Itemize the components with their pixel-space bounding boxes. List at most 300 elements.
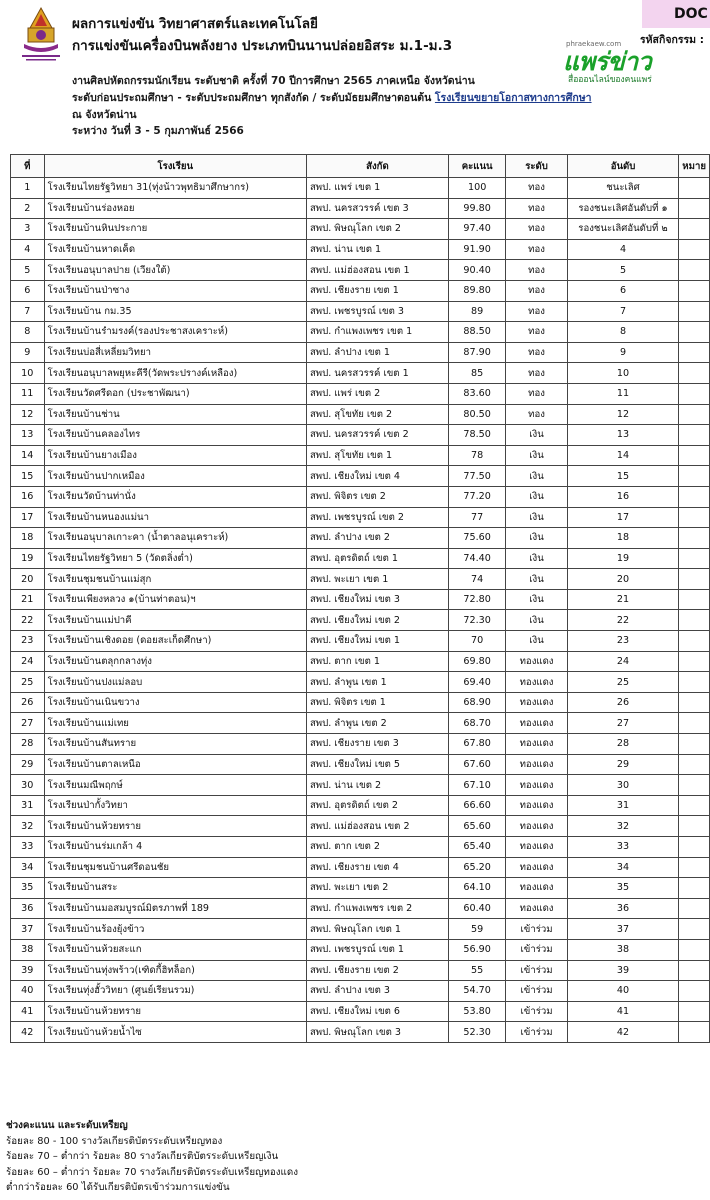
cell-no: 15 <box>11 466 45 487</box>
cell-no: 21 <box>11 589 45 610</box>
cell-note <box>679 507 710 528</box>
cell-school: โรงเรียนไทยรัฐวิทยา 5 (วัดตลิ่งต่ำ) <box>44 548 306 569</box>
cell-no: 3 <box>11 219 45 240</box>
cell-affiliation: สพป. แพร่ เขต 2 <box>306 383 448 404</box>
cell-rank: 38 <box>567 939 679 960</box>
cell-note <box>679 816 710 837</box>
cell-school: โรงเรียนบ่อสี่เหลี่ยมวิทยา <box>44 342 306 363</box>
cell-affiliation: สพป. นครสวรรค์ เขต 2 <box>306 425 448 446</box>
cell-level: เงิน <box>506 569 567 590</box>
table-row <box>11 445 710 466</box>
cell-affiliation: สพป. เชียงใหม่ เขต 4 <box>306 466 448 487</box>
cell-level: ทอง <box>506 198 567 219</box>
cell-rank: 11 <box>567 383 679 404</box>
activity-code-label: รหัสกิจกรรม : <box>640 34 704 46</box>
cell-note <box>679 898 710 919</box>
cell-score: 74.40 <box>448 548 505 569</box>
cell-affiliation: สพป. ลำปาง เขต 1 <box>306 342 448 363</box>
cell-rank: 25 <box>567 672 679 693</box>
cell-school: โรงเรียนบ้านเชิงดอย (ดอยสะเก็ดศึกษา) <box>44 631 306 652</box>
cell-note <box>679 672 710 693</box>
table-row <box>11 898 710 919</box>
table-row <box>11 981 710 1002</box>
cell-school: โรงเรียนบ้านปากเหมือง <box>44 466 306 487</box>
cell-score: 88.50 <box>448 322 505 343</box>
cell-level: ทอง <box>506 322 567 343</box>
cell-no: 27 <box>11 713 45 734</box>
cell-school: โรงเรียนบ้านห้วยทราย <box>44 816 306 837</box>
cell-no: 41 <box>11 1001 45 1022</box>
cell-no: 28 <box>11 734 45 755</box>
cell-no: 34 <box>11 857 45 878</box>
cell-note <box>679 734 710 755</box>
cell-rank: 13 <box>567 425 679 446</box>
cell-rank: 30 <box>567 775 679 796</box>
cell-affiliation: สพป. พะเยา เขต 1 <box>306 569 448 590</box>
doc-badge: DOC <box>642 0 710 28</box>
cell-level: เงิน <box>506 589 567 610</box>
cell-no: 36 <box>11 898 45 919</box>
cell-affiliation: สพป. เพชรบูรณ์ เขต 3 <box>306 301 448 322</box>
cell-score: 80.50 <box>448 404 505 425</box>
cell-rank: 23 <box>567 631 679 652</box>
cell-no: 16 <box>11 486 45 507</box>
cell-school: โรงเรียนบ้านยางเมือง <box>44 445 306 466</box>
cell-note <box>679 178 710 199</box>
cell-rank: 17 <box>567 507 679 528</box>
cell-no: 25 <box>11 672 45 693</box>
cell-note <box>679 363 710 384</box>
table-row <box>11 363 710 384</box>
cell-affiliation: สพป. ลำพูน เขต 1 <box>306 672 448 693</box>
col-header-level: ระดับ <box>506 155 567 178</box>
cell-no: 24 <box>11 651 45 672</box>
cell-note <box>679 486 710 507</box>
cell-score: 64.10 <box>448 878 505 899</box>
cell-score: 67.60 <box>448 754 505 775</box>
cell-score: 87.90 <box>448 342 505 363</box>
cell-note <box>679 692 710 713</box>
cell-no: 12 <box>11 404 45 425</box>
cell-score: 74 <box>448 569 505 590</box>
cell-score: 66.60 <box>448 795 505 816</box>
cell-score: 70 <box>448 631 505 652</box>
cell-school: โรงเรียนบ้านหนองแม่นา <box>44 507 306 528</box>
cell-rank: 7 <box>567 301 679 322</box>
cell-rank: 22 <box>567 610 679 631</box>
table-row <box>11 425 710 446</box>
table-header-row <box>11 155 710 178</box>
cell-note <box>679 960 710 981</box>
cell-score: 99.80 <box>448 198 505 219</box>
cell-note <box>679 425 710 446</box>
legend-line: ต่ำกว่าร้อยละ 60 ได้รับเกียรติบัตรเข้าร่วมการแข่งขัน <box>6 1182 230 1193</box>
cell-note <box>679 713 710 734</box>
cell-affiliation: สพป. ตาก เขต 2 <box>306 837 448 858</box>
cell-school: โรงเรียนบ้านห้วยน้ำไซ <box>44 1022 306 1043</box>
cell-affiliation: สพป. เชียงราย เขต 1 <box>306 280 448 301</box>
cell-school: โรงเรียนบ้านเนินขวาง <box>44 692 306 713</box>
cell-rank: 32 <box>567 816 679 837</box>
cell-level: ทองแดง <box>506 816 567 837</box>
table-row <box>11 589 710 610</box>
cell-school: โรงเรียนบ้านทุ่งพร้าว(เฑิดกี้ฮิทล็อก) <box>44 960 306 981</box>
table-row <box>11 404 710 425</box>
cell-no: 11 <box>11 383 45 404</box>
cell-no: 40 <box>11 981 45 1002</box>
cell-level: เงิน <box>506 425 567 446</box>
col-header-no: ที่ <box>11 155 45 178</box>
table-row <box>11 919 710 940</box>
cell-note <box>679 548 710 569</box>
table-row <box>11 280 710 301</box>
cell-no: 37 <box>11 919 45 940</box>
cell-rank: 12 <box>567 404 679 425</box>
cell-note <box>679 528 710 549</box>
cell-rank: 5 <box>567 260 679 281</box>
cell-school: โรงเรียนบ้านห้วยสะแก <box>44 939 306 960</box>
table-row <box>11 754 710 775</box>
cell-no: 2 <box>11 198 45 219</box>
cell-school: โรงเรียนมณีพฤกษ์ <box>44 775 306 796</box>
cell-school: โรงเรียนไทยรัฐวิทยา 31(ทุ่งน้าวพุทธิมาศึกษากร) <box>44 178 306 199</box>
cell-level: เข้าร่วม <box>506 960 567 981</box>
cell-no: 22 <box>11 610 45 631</box>
cell-level: ทอง <box>506 342 567 363</box>
cell-score: 78.50 <box>448 425 505 446</box>
cell-no: 26 <box>11 692 45 713</box>
cell-rank: รองชนะเลิศอันดับที่ ๒ <box>567 219 679 240</box>
cell-no: 35 <box>11 878 45 899</box>
table-row <box>11 219 710 240</box>
cell-level: ทองแดง <box>506 754 567 775</box>
cell-level: เข้าร่วม <box>506 939 567 960</box>
cell-note <box>679 445 710 466</box>
cell-affiliation: สพป. เชียงใหม่ เขต 1 <box>306 631 448 652</box>
cell-affiliation: สพป. เชียงใหม่ เขต 5 <box>306 754 448 775</box>
cell-note <box>679 631 710 652</box>
cell-no: 7 <box>11 301 45 322</box>
cell-note <box>679 198 710 219</box>
cell-rank: 9 <box>567 342 679 363</box>
cell-note <box>679 837 710 858</box>
table-row <box>11 1001 710 1022</box>
table-row <box>11 383 710 404</box>
cell-affiliation: สพป. เชียงใหม่ เขต 6 <box>306 1001 448 1022</box>
cell-rank: 6 <box>567 280 679 301</box>
cell-note <box>679 1001 710 1022</box>
page-title: ผลการแข่งขัน วิทยาศาสตร์และเทคโนโลยี <box>72 16 318 32</box>
cell-affiliation: สพป. แพร่ เขต 1 <box>306 178 448 199</box>
cell-rank: 18 <box>567 528 679 549</box>
cell-school: โรงเรียนบ้าน กม.35 <box>44 301 306 322</box>
cell-score: 65.60 <box>448 816 505 837</box>
cell-score: 90.40 <box>448 260 505 281</box>
table-row <box>11 713 710 734</box>
cell-score: 85 <box>448 363 505 384</box>
cell-rank: 40 <box>567 981 679 1002</box>
cell-school: โรงเรียนอนุบาลเกาะคา (น้ำตาลอนุเคราะห์) <box>44 528 306 549</box>
cell-rank: 24 <box>567 651 679 672</box>
cell-affiliation: สพป. เชียงราย เขต 3 <box>306 734 448 755</box>
cell-school: โรงเรียนบ้านมอสมบูรณ์มิตรภาพที่ 189 <box>44 898 306 919</box>
cell-school: โรงเรียนบ้านสระ <box>44 878 306 899</box>
cell-score: 77.50 <box>448 466 505 487</box>
table-row <box>11 939 710 960</box>
cell-score: 100 <box>448 178 505 199</box>
cell-no: 4 <box>11 239 45 260</box>
table-row <box>11 486 710 507</box>
cell-affiliation: สพป. ลำปาง เขต 2 <box>306 528 448 549</box>
cell-affiliation: สพป. ลำปาง เขต 3 <box>306 981 448 1002</box>
cell-no: 20 <box>11 569 45 590</box>
table-row <box>11 610 710 631</box>
cell-rank: 31 <box>567 795 679 816</box>
col-header-score: คะแนน <box>448 155 505 178</box>
cell-school: โรงเรียนบ้านห้วยทราย <box>44 1001 306 1022</box>
cell-affiliation: สพป. พะเยา เขต 2 <box>306 878 448 899</box>
table-row <box>11 260 710 281</box>
cell-note <box>679 878 710 899</box>
table-row <box>11 322 710 343</box>
cell-score: 91.90 <box>448 239 505 260</box>
event-info-line: งานศิลปหัตถกรรมนักเรียน ระดับชาติ ครั้งที่ 70 ปีการศึกษา 2565 ภาคเหนือ จังหวัดน่าน <box>72 75 475 87</box>
cell-affiliation: สพป. กำแพงเพชร เขต 2 <box>306 898 448 919</box>
cell-level: ทองแดง <box>506 775 567 796</box>
cell-level: เงิน <box>506 610 567 631</box>
cell-score: 67.80 <box>448 734 505 755</box>
cell-score: 65.40 <box>448 837 505 858</box>
cell-rank: 28 <box>567 734 679 755</box>
col-header-school: โรงเรียน <box>44 155 306 178</box>
cell-rank: 4 <box>567 239 679 260</box>
cell-no: 38 <box>11 939 45 960</box>
cell-school: โรงเรียนบ้านหินประกาย <box>44 219 306 240</box>
cell-no: 14 <box>11 445 45 466</box>
cell-affiliation: สพป. เชียงใหม่ เขต 3 <box>306 589 448 610</box>
cell-level: ทองแดง <box>506 692 567 713</box>
cell-level: ทอง <box>506 301 567 322</box>
cell-affiliation: สพป. แม่ฮ่องสอน เขต 1 <box>306 260 448 281</box>
cell-school: โรงเรียนบ้านป่าซาง <box>44 280 306 301</box>
cell-score: 55 <box>448 960 505 981</box>
cell-score: 77.20 <box>448 486 505 507</box>
cell-score: 53.80 <box>448 1001 505 1022</box>
cell-level: ทอง <box>506 404 567 425</box>
cell-level: ทอง <box>506 219 567 240</box>
cell-no: 39 <box>11 960 45 981</box>
cell-note <box>679 260 710 281</box>
cell-rank: 29 <box>567 754 679 775</box>
event-level-line <box>72 89 592 106</box>
cell-affiliation: สพป. แม่ฮ่องสอน เขต 2 <box>306 816 448 837</box>
table-row <box>11 178 710 199</box>
cell-school: โรงเรียนบ้านตลุกกลางทุ่ง <box>44 651 306 672</box>
col-header-rank: อันดับ <box>567 155 679 178</box>
cell-affiliation: สพป. พิษณุโลก เขต 3 <box>306 1022 448 1043</box>
cell-level: ทองแดง <box>506 857 567 878</box>
cell-score: 83.60 <box>448 383 505 404</box>
cell-no: 32 <box>11 816 45 837</box>
cell-no: 33 <box>11 837 45 858</box>
cell-score: 89 <box>448 301 505 322</box>
cell-score: 77 <box>448 507 505 528</box>
cell-score: 75.60 <box>448 528 505 549</box>
cell-school: โรงเรียนอนุบาลปาย (เวียงใต้) <box>44 260 306 281</box>
event-date-line: ระหว่าง วันที่ 3 - 5 กุมภาพันธ์ 2566 <box>72 125 244 137</box>
cell-score: 89.80 <box>448 280 505 301</box>
cell-level: ทอง <box>506 280 567 301</box>
cell-school: โรงเรียนบ้านปงแม่ลอบ <box>44 672 306 693</box>
page-header <box>0 0 710 150</box>
cell-score: 65.20 <box>448 857 505 878</box>
cell-affiliation: สพป. เชียงใหม่ เขต 2 <box>306 610 448 631</box>
cell-affiliation: สพป. เพชรบูรณ์ เขต 2 <box>306 507 448 528</box>
cell-note <box>679 1022 710 1043</box>
legend-line: ร้อยละ 80 - 100 รางวัลเกียรติบัตรระดับเหรียญทอง <box>6 1135 223 1147</box>
cell-note <box>679 219 710 240</box>
cell-rank: 10 <box>567 363 679 384</box>
cell-note <box>679 939 710 960</box>
cell-score: 54.70 <box>448 981 505 1002</box>
cell-level: ทองแดง <box>506 734 567 755</box>
cell-school: โรงเรียนบ้านหาดเค็ด <box>44 239 306 260</box>
cell-rank: 39 <box>567 960 679 981</box>
cell-school: โรงเรียนวัดศรีดอก (ประชาพัฒนา) <box>44 383 306 404</box>
cell-score: 69.80 <box>448 651 505 672</box>
page-subtitle: การแข่งขันเครื่องบินพลังยาง ประเภทบินนานปล่อยอิสระ ม.1-ม.3 <box>72 38 453 54</box>
cell-school: โรงเรียนบ้านคลองไทร <box>44 425 306 446</box>
cell-rank: 35 <box>567 878 679 899</box>
results-table <box>10 154 710 1043</box>
cell-level: ทองแดง <box>506 837 567 858</box>
table-row <box>11 198 710 219</box>
cell-affiliation: สพป. ตาก เขต 1 <box>306 651 448 672</box>
cell-no: 10 <box>11 363 45 384</box>
cell-no: 6 <box>11 280 45 301</box>
cell-level: ทอง <box>506 178 567 199</box>
cell-affiliation: สพป. เชียงราย เขต 4 <box>306 857 448 878</box>
cell-school: โรงเรียนบ้านร่มเกล้า 4 <box>44 837 306 858</box>
col-header-note: หมาย <box>679 155 710 178</box>
table-row <box>11 342 710 363</box>
cell-level: เข้าร่วม <box>506 1022 567 1043</box>
cell-no: 19 <box>11 548 45 569</box>
table-row <box>11 466 710 487</box>
cell-school: โรงเรียนบ้านร่องหอย <box>44 198 306 219</box>
table-row <box>11 507 710 528</box>
cell-affiliation: สพป. ลำพูน เขต 2 <box>306 713 448 734</box>
table-row <box>11 239 710 260</box>
cell-no: 5 <box>11 260 45 281</box>
cell-note <box>679 383 710 404</box>
cell-rank: 8 <box>567 322 679 343</box>
cell-rank: 34 <box>567 857 679 878</box>
cell-level: เงิน <box>506 631 567 652</box>
cell-rank: รองชนะเลิศอันดับที่ ๑ <box>567 198 679 219</box>
cell-rank: 15 <box>567 466 679 487</box>
cell-rank: 36 <box>567 898 679 919</box>
cell-rank: 33 <box>567 837 679 858</box>
cell-note <box>679 589 710 610</box>
cell-level: ทองแดง <box>506 713 567 734</box>
table-row <box>11 651 710 672</box>
cell-note <box>679 342 710 363</box>
cell-rank: 16 <box>567 486 679 507</box>
cell-rank: 26 <box>567 692 679 713</box>
cell-note <box>679 239 710 260</box>
cell-school: โรงเรียนบ้านตาลเหนือ <box>44 754 306 775</box>
cell-affiliation: สพป. เชียงราย เขต 2 <box>306 960 448 981</box>
cell-school: โรงเรียนบ้านร้องยุ้งข้าว <box>44 919 306 940</box>
cell-affiliation: สพป. สุโขทัย เขต 2 <box>306 404 448 425</box>
legend-title: ช่วงคะแนน และระดับเหรียญ <box>6 1120 128 1131</box>
cell-affiliation: สพป. พิษณุโลก เขต 2 <box>306 219 448 240</box>
cell-note <box>679 466 710 487</box>
cell-rank: 20 <box>567 569 679 590</box>
cell-score: 69.40 <box>448 672 505 693</box>
cell-level: ทองแดง <box>506 795 567 816</box>
cell-rank: 21 <box>567 589 679 610</box>
cell-no: 13 <box>11 425 45 446</box>
cell-level: ทองแดง <box>506 651 567 672</box>
table-row <box>11 775 710 796</box>
cell-affiliation: สพป. น่าน เขต 2 <box>306 775 448 796</box>
cell-school: โรงเรียนบ้านแม่ปาคี <box>44 610 306 631</box>
cell-level: เงิน <box>506 445 567 466</box>
cell-level: เงิน <box>506 486 567 507</box>
cell-note <box>679 981 710 1002</box>
school-type-link: โรงเรียนขยายโอกาสทางการศึกษา <box>434 92 592 104</box>
cell-score: 68.70 <box>448 713 505 734</box>
table-row <box>11 569 710 590</box>
cell-school: โรงเรียนป่ากั้งวิทยา <box>44 795 306 816</box>
cell-score: 97.40 <box>448 219 505 240</box>
cell-note <box>679 775 710 796</box>
cell-level: เงิน <box>506 466 567 487</box>
cell-score: 52.30 <box>448 1022 505 1043</box>
cell-affiliation: สพป. พิจิตร เขต 2 <box>306 486 448 507</box>
table-row <box>11 1022 710 1043</box>
cell-level: ทองแดง <box>506 878 567 899</box>
cell-score: 68.90 <box>448 692 505 713</box>
brand-url: phraekaew.com <box>566 40 622 48</box>
cell-school: โรงเรียนเพียงหลวง ๑(บ้านท่าตอน)ฯ <box>44 589 306 610</box>
cell-level: ทองแดง <box>506 672 567 693</box>
brand-tagline: สื่อออนไลน์ของคนแพร่ <box>568 75 652 85</box>
table-row <box>11 734 710 755</box>
cell-affiliation: สพป. นครสวรรค์ เขต 3 <box>306 198 448 219</box>
event-level-text: ระดับก่อนประถมศึกษา - ระดับประถมศึกษา ทุกสังกัด / ระดับมัธยมศึกษาตอนต้น <box>72 92 435 104</box>
cell-note <box>679 651 710 672</box>
cell-affiliation: สพป. อุตรดิตถ์ เขต 2 <box>306 795 448 816</box>
cell-no: 17 <box>11 507 45 528</box>
table-row <box>11 960 710 981</box>
legend-line: ร้อยละ 70 – ต่ำกว่า ร้อยละ 80 รางวัลเกียรติบัตรระดับเหรียญเงิน <box>6 1151 279 1162</box>
table-row <box>11 692 710 713</box>
cell-note <box>679 610 710 631</box>
cell-school: โรงเรียนบ้านรำมรงค์(รองประชาสงเคราะห์) <box>44 322 306 343</box>
cell-school: โรงเรียนบ้านแม่เทย <box>44 713 306 734</box>
cell-note <box>679 857 710 878</box>
cell-affiliation: สพป. พิจิตร เขต 1 <box>306 692 448 713</box>
cell-rank: ชนะเลิศ <box>567 178 679 199</box>
cell-rank: 19 <box>567 548 679 569</box>
table-row <box>11 878 710 899</box>
table-row <box>11 795 710 816</box>
cell-no: 29 <box>11 754 45 775</box>
table-row <box>11 548 710 569</box>
